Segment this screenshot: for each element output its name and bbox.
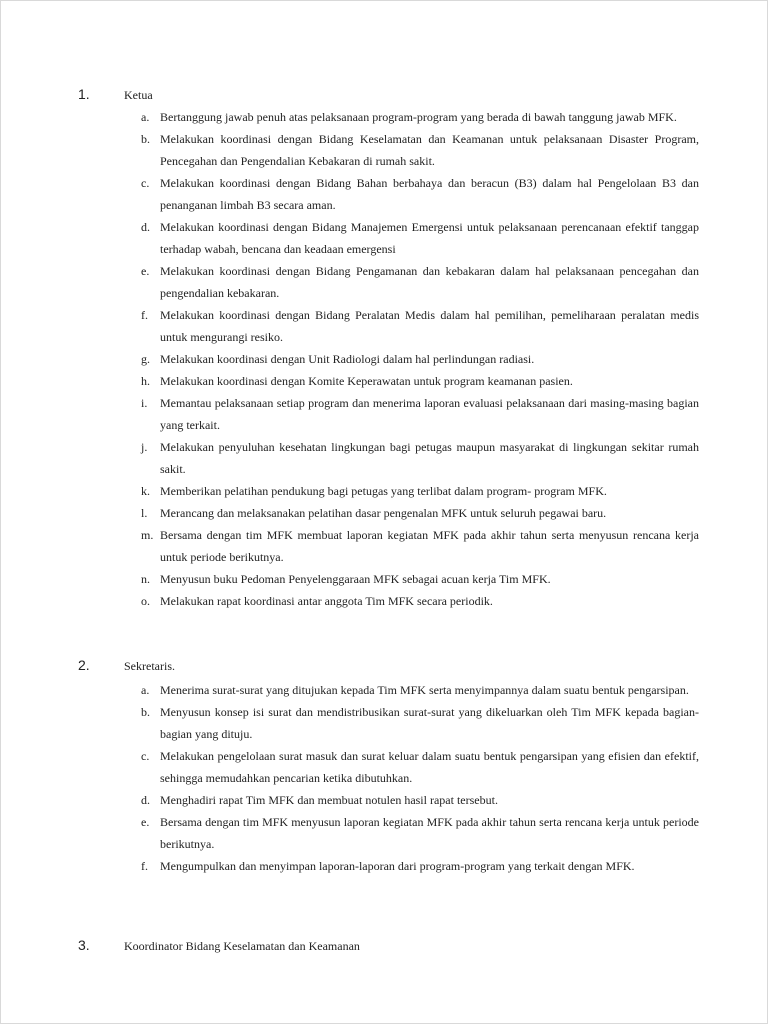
item-text: Melakukan pengelolaan surat masuk dan surat keluar dalam suatu bentuk pengarsipan yang efisien dan efektif, sehingga memudahkan pencarian ketika dibutuhkan.: [160, 749, 699, 785]
item-text: Mengumpulkan dan menyimpan laporan-laporan dari program-program yang terkait dengan MFK.: [160, 859, 635, 873]
item-letter: j.: [141, 440, 148, 454]
item-letter: c.: [141, 176, 150, 190]
item-letter: e.: [141, 815, 150, 829]
list-item: [1, 304, 768, 348]
list-item: [1, 590, 768, 612]
item-text: Bersama dengan tim MFK menyusun laporan kegiatan MFK pada akhir tahun serta rencana kerja untuk periode berikutnya.: [160, 815, 699, 851]
item-letter: a.: [141, 683, 150, 697]
section-number: 1.: [78, 86, 90, 102]
section-number: 2.: [78, 657, 90, 673]
item-text: Melakukan koordinasi dengan Komite Keperawatan untuk program keamanan pasien.: [160, 374, 573, 388]
item-letter: m.: [141, 528, 154, 542]
list-item: [1, 392, 768, 436]
item-letter: b.: [141, 132, 150, 146]
item-text: Memberikan pelatihan pendukung bagi petugas yang terlibat dalam program- program MFK.: [160, 484, 607, 498]
section-title: Ketua: [124, 88, 153, 102]
item-letter: e.: [141, 264, 150, 278]
item-text: Melakukan penyuluhan kesehatan lingkungan bagi petugas maupun masyarakat di lingkungan sekitar rumah sakit.: [160, 440, 699, 476]
list-item: [1, 855, 768, 877]
list-item: [1, 436, 768, 480]
item-letter: o.: [141, 594, 150, 608]
item-text: Bertanggung jawab penuh atas pelaksanaan program-program yang berada di bawah tanggung jawab MFK.: [160, 110, 677, 124]
list-item: [1, 348, 768, 370]
item-text: Melakukan koordinasi dengan Bidang Peralatan Medis dalam hal pemilihan, pemeliharaan peralatan medis untuk mengurangi resiko.: [160, 308, 699, 344]
item-text: Melakukan koordinasi dengan Bidang Manajemen Emergensi untuk pelaksanaan perencanaan efektif tanggap terhadap wabah, bencana dan keadaan emergensi: [160, 220, 699, 256]
item-text: Menerima surat-surat yang ditujukan kepada Tim MFK serta menyimpannya dalam suatu bentuk pengarsipan.: [160, 683, 689, 697]
list-item: [1, 172, 768, 216]
item-text: Menyusun konsep isi surat dan mendistribusikan surat-surat yang dikeluarkan oleh Tim MFK kepada bagian-bagian yang dituju.: [160, 705, 699, 741]
item-letter: a.: [141, 110, 150, 124]
item-text: Melakukan koordinasi dengan Bidang Pengamanan dan kebakaran dalam hal pelaksanaan pencegahan dan pengendalian kebakaran.: [160, 264, 699, 300]
item-text: Menyusun buku Pedoman Penyelenggaraan MFK sebagai acuan kerja Tim MFK.: [160, 572, 551, 586]
section-number: 3.: [78, 937, 90, 953]
item-letter: d.: [141, 220, 150, 234]
list-item: [1, 260, 768, 304]
list-item: [1, 106, 768, 128]
item-text: Menghadiri rapat Tim MFK dan membuat notulen hasil rapat tersebut.: [160, 793, 498, 807]
list-item: [1, 524, 768, 568]
list-item: [1, 502, 768, 524]
item-letter: i.: [141, 396, 148, 410]
item-letter: f.: [141, 308, 148, 322]
item-letter: h.: [141, 374, 150, 388]
section-title: Sekretaris.: [124, 659, 175, 673]
item-text: Melakukan koordinasi dengan Bidang Bahan berbahaya dan beracun (B3) dalam hal Pengelolaan B3 dan penanganan limbah B3 secara aman.: [160, 176, 699, 212]
item-letter: l.: [141, 506, 148, 520]
item-letter: c.: [141, 749, 150, 763]
list-item: [1, 701, 768, 745]
item-list: [1, 679, 768, 877]
item-text: Melakukan rapat koordinasi antar anggota Tim MFK secara periodik.: [160, 594, 493, 608]
item-text: Merancang dan melaksanakan pelatihan dasar pengenalan MFK untuk seluruh pegawai baru.: [160, 506, 607, 520]
item-letter: k.: [141, 484, 150, 498]
list-item: [1, 811, 768, 855]
item-letter: n.: [141, 572, 150, 586]
item-text: Melakukan koordinasi dengan Bidang Keselamatan dan Keamanan untuk pelaksanaan Disaster Program, Pencegahan dan Pengendalian Kebakaran di rumah sakit.: [160, 132, 699, 168]
list-item: [1, 128, 768, 172]
item-letter: b.: [141, 705, 150, 719]
list-item: [1, 480, 768, 502]
section-title: Koordinator Bidang Keselamatan dan Keamanan: [124, 939, 360, 953]
list-item: [1, 789, 768, 811]
item-text: Memantau pelaksanaan setiap program dan menerima laporan evaluasi pelaksanaan dari masing-masing bagian yang terkait.: [160, 396, 699, 432]
item-letter: f.: [141, 859, 148, 873]
item-letter: d.: [141, 793, 150, 807]
item-letter: g.: [141, 352, 150, 366]
item-text: Melakukan koordinasi dengan Unit Radiologi dalam hal perlindungan radiasi.: [160, 352, 535, 366]
list-item: [1, 216, 768, 260]
list-item: [1, 370, 768, 392]
list-item: [1, 679, 768, 701]
list-item: [1, 745, 768, 789]
item-text: Bersama dengan tim MFK membuat laporan kegiatan MFK pada akhir tahun serta menyusun rencana kerja untuk periode berikutnya.: [160, 528, 699, 564]
list-item: [1, 568, 768, 590]
item-list: [1, 106, 768, 612]
